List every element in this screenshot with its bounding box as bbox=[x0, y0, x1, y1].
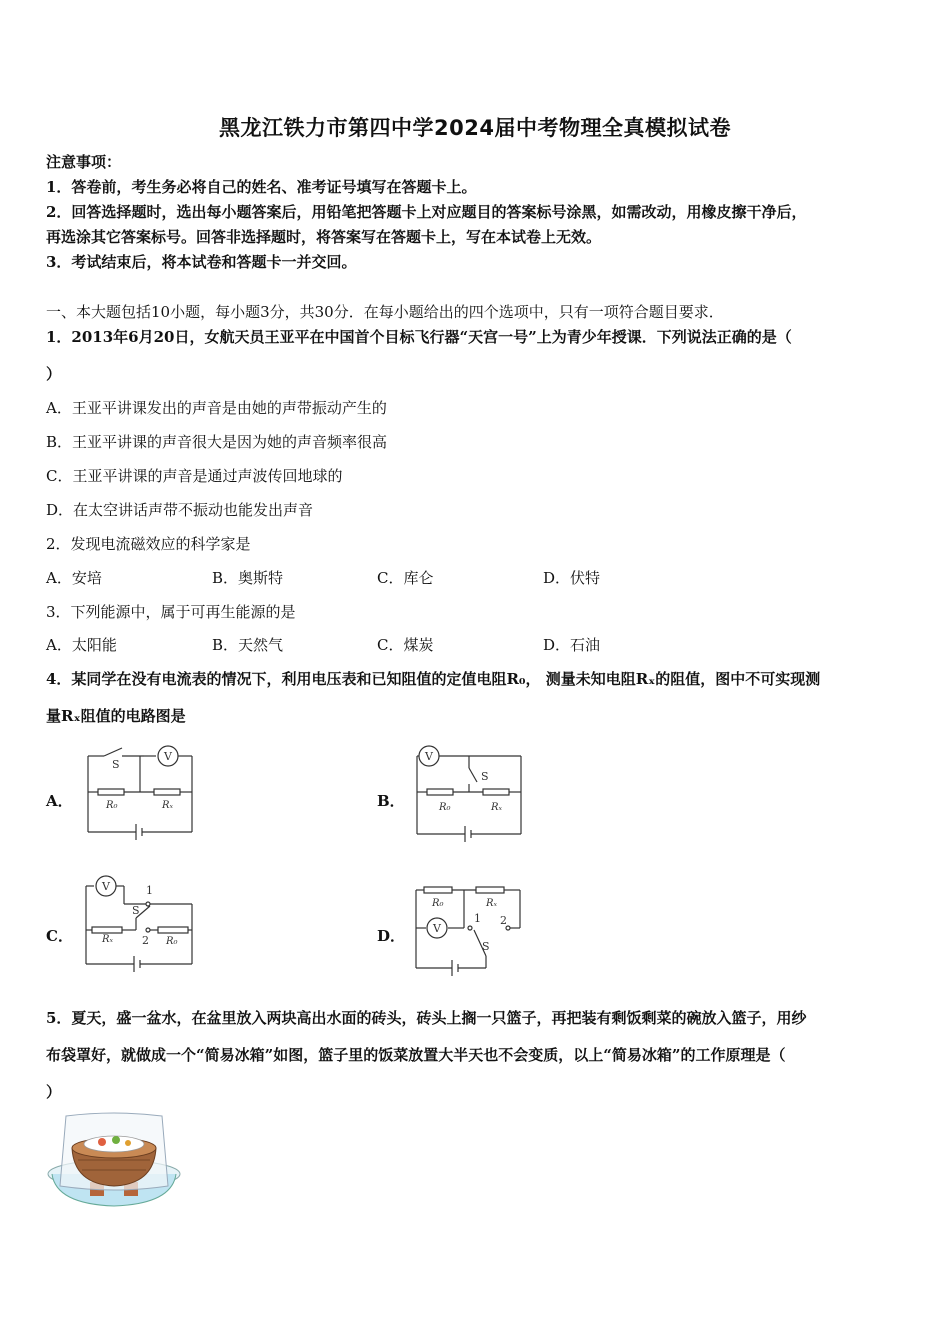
section-heading: 一、本大题包括10小题，每小题3分，共30分．在每小题给出的四个选项中，只有一项符合题目要求． bbox=[46, 303, 724, 321]
notice-item-2: 2．回答选择题时，选出每小题答案后，用铅笔把答题卡上对应题目的答案标号涂黑，如需改动，用橡皮擦干净后， bbox=[46, 203, 807, 221]
q1-option-b: B．王亚平讲课的声音很大是因为她的声音频率很高 bbox=[46, 433, 388, 451]
circuit-d-switch-label: S bbox=[482, 940, 490, 953]
q1-option-a: A．王亚平讲课发出的声音是由她的声带振动产生的 bbox=[46, 399, 387, 417]
q1-stem: 1．2013年6月20日，女航天员王亚平在中国首个目标飞行器“天宫一号”上为青少年授课．下列说法正确的是（ bbox=[46, 328, 792, 346]
circuit-b-rx-label: Rₓ bbox=[491, 802, 503, 813]
circuit-d-pos1-label: 1 bbox=[474, 912, 481, 925]
circuit-c-voltmeter-label: V bbox=[102, 880, 110, 893]
q5-stem: 5．夏天，盛一盆水，在盆里放入两块高出水面的砖头，砖头上搁一只篮子，再把装有剩饭剩菜的碗放入篮子，用纱 bbox=[46, 1009, 807, 1027]
q5-stem-end: ） bbox=[46, 1083, 62, 1101]
q3-option-b: B．天然气 bbox=[212, 636, 284, 654]
circuit-b-r0-label: R₀ bbox=[439, 802, 451, 813]
circuit-d-rx-label: Rₓ bbox=[486, 898, 498, 909]
q4-label-d: D． bbox=[377, 927, 406, 945]
q2-option-c: C．库仑 bbox=[377, 569, 434, 587]
q5-stem-cont: 布袋罩好，就做成一个“简易冰箱”如图，篮子里的饭菜放置大半天也不会变质，以上“简易冰箱”的工作原理是（ bbox=[46, 1046, 786, 1064]
circuit-b-voltmeter-label: V bbox=[425, 750, 433, 763]
circuit-d-diagram bbox=[412, 880, 524, 976]
q4-stem: 4．某同学在没有电流表的情况下，利用电压表和已知阻值的定值电阻R₀， 测量未知电阻Rₓ的阻值，图中不可实现测 bbox=[46, 670, 821, 688]
q4-label-b: B． bbox=[377, 792, 405, 810]
circuit-b-switch-label: S bbox=[481, 770, 489, 783]
q1-option-d: D．在太空讲话声带不振动也能发出声音 bbox=[46, 501, 314, 519]
circuit-c-r0-label: R₀ bbox=[166, 936, 178, 947]
q2-option-d: D．伏特 bbox=[543, 569, 601, 587]
circuit-b-diagram bbox=[413, 742, 525, 842]
q2-stem: 2．发现电流磁效应的科学家是 bbox=[46, 535, 251, 553]
q1-stem-cont: ） bbox=[46, 365, 62, 383]
page-title: 黑龙江铁力市第四中学2024届中考物理全真模拟试卷 bbox=[219, 116, 731, 140]
notice-item-1: 1．答卷前，考生务必将自己的姓名、准考证号填写在答题卡上。 bbox=[46, 178, 477, 196]
q3-option-c: C．煤炭 bbox=[377, 636, 434, 654]
q4-stem-cont: 量Rₓ阻值的电路图是 bbox=[46, 707, 186, 725]
q4-label-c: C． bbox=[46, 927, 73, 945]
notice-item-2-cont: 再选涂其它答案标号。回答非选择题时，将答案写在答题卡上，写在本试卷上无效。 bbox=[46, 228, 602, 246]
simple-fridge-illustration bbox=[44, 1112, 184, 1212]
q2-option-b: B．奥斯特 bbox=[212, 569, 284, 587]
circuit-a-rx-label: Rₓ bbox=[162, 800, 174, 811]
circuit-c-rx-label: Rₓ bbox=[102, 934, 114, 945]
circuit-a-voltmeter-label: V bbox=[164, 750, 172, 763]
notice-item-3: 3．考试结束后，将本试卷和答题卡一并交回。 bbox=[46, 253, 357, 271]
q4-label-a: A． bbox=[46, 792, 73, 810]
circuit-c-pos2-label: 2 bbox=[142, 934, 149, 947]
circuit-d-voltmeter-label: V bbox=[433, 922, 441, 935]
notice-heading: 注意事项： bbox=[46, 153, 122, 171]
circuit-c-pos1-label: 1 bbox=[146, 884, 153, 897]
q1-option-c: C．王亚平讲课的声音是通过声波传回地球的 bbox=[46, 467, 343, 485]
circuit-d-r0-label: R₀ bbox=[432, 898, 444, 909]
circuit-c-switch-label: S bbox=[132, 904, 140, 917]
circuit-d-pos2-label: 2 bbox=[500, 914, 507, 927]
q3-option-a: A．太阳能 bbox=[46, 636, 117, 654]
circuit-a-diagram bbox=[84, 742, 196, 838]
q3-stem: 3．下列能源中，属于可再生能源的是 bbox=[46, 603, 296, 621]
circuit-c-diagram bbox=[84, 874, 196, 972]
circuit-a-r0-label: R₀ bbox=[106, 800, 118, 811]
q3-option-d: D．石油 bbox=[543, 636, 601, 654]
q2-option-a: A．安培 bbox=[46, 569, 102, 587]
circuit-a-switch-label: S bbox=[112, 758, 120, 771]
